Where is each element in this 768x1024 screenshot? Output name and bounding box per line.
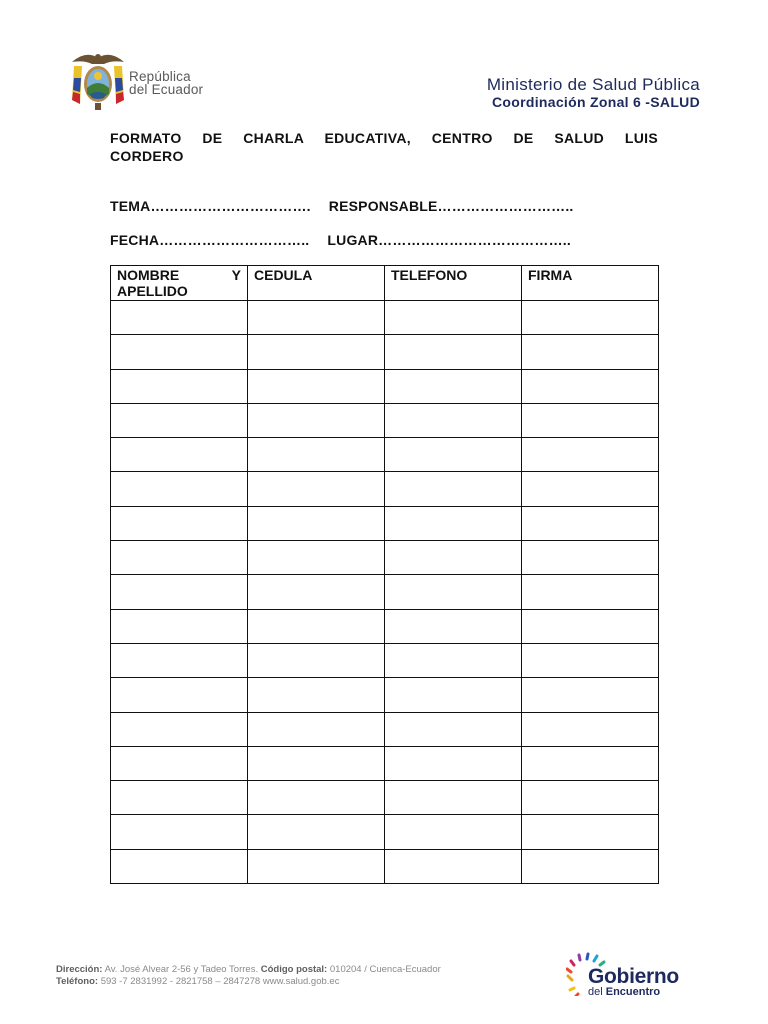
telefono-cell[interactable] <box>385 849 522 883</box>
lugar-field[interactable]: LUGAR………………………………….. <box>327 232 571 248</box>
ministry-heading <box>487 76 700 111</box>
telefono-cell[interactable] <box>385 335 522 369</box>
column-header-nombre: NOMBRE Y APELLIDO <box>111 266 248 301</box>
gobierno-subtitle <box>588 986 660 998</box>
firma-cell[interactable] <box>522 643 659 677</box>
nombre-cell[interactable] <box>111 403 248 437</box>
table-row <box>111 541 659 575</box>
firma-cell[interactable] <box>522 609 659 643</box>
nombre-cell[interactable] <box>111 438 248 472</box>
gobierno-logo <box>566 950 696 1000</box>
gobierno-del: del <box>588 986 603 998</box>
cedula-cell[interactable] <box>248 849 385 883</box>
telefono-cell[interactable] <box>385 678 522 712</box>
telefono-label: Teléfono: <box>56 976 99 987</box>
document-title-line2: CORDERO <box>110 148 184 164</box>
cedula-cell[interactable] <box>248 643 385 677</box>
direccion-label: Dirección: <box>56 964 103 975</box>
cedula-cell[interactable] <box>248 815 385 849</box>
coat-of-arms-icon <box>68 48 128 112</box>
cedula-cell[interactable] <box>248 472 385 506</box>
cedula-cell[interactable] <box>248 438 385 472</box>
codigo-value: 010204 / Cuenca-Ecuador <box>329 964 441 975</box>
firma-cell[interactable] <box>522 369 659 403</box>
column-header-telefono: TELEFONO <box>385 266 522 301</box>
table-row <box>111 781 659 815</box>
footer-line1 <box>56 964 441 976</box>
telefono-cell[interactable] <box>385 712 522 746</box>
firma-cell[interactable] <box>522 815 659 849</box>
table-row <box>111 575 659 609</box>
firma-cell[interactable] <box>522 849 659 883</box>
nombre-cell[interactable] <box>111 815 248 849</box>
telefono-cell[interactable] <box>385 301 522 335</box>
nombre-cell[interactable] <box>111 849 248 883</box>
firma-cell[interactable] <box>522 438 659 472</box>
table-row <box>111 438 659 472</box>
table-row <box>111 472 659 506</box>
telefono-cell[interactable] <box>385 609 522 643</box>
republica-line1: República <box>129 69 191 84</box>
table-body <box>111 301 659 884</box>
firma-cell[interactable] <box>522 541 659 575</box>
cedula-cell[interactable] <box>248 609 385 643</box>
footer-address <box>56 964 441 988</box>
telefono-cell[interactable] <box>385 438 522 472</box>
table-row <box>111 335 659 369</box>
cedula-cell[interactable] <box>248 403 385 437</box>
cedula-cell[interactable] <box>248 301 385 335</box>
cedula-cell[interactable] <box>248 781 385 815</box>
codigo-label: Código postal: <box>260 964 328 975</box>
tema-responsable-line <box>110 198 574 214</box>
telefono-cell[interactable] <box>385 575 522 609</box>
firma-cell[interactable] <box>522 575 659 609</box>
ministry-zone: Coordinación Zonal 6 -SALUD <box>492 94 700 110</box>
nombre-cell[interactable] <box>111 643 248 677</box>
nombre-cell[interactable] <box>111 506 248 540</box>
firma-cell[interactable] <box>522 472 659 506</box>
table-row <box>111 369 659 403</box>
firma-cell[interactable] <box>522 746 659 780</box>
fecha-field[interactable]: FECHA………………………….. <box>110 232 310 248</box>
telefono-cell[interactable] <box>385 541 522 575</box>
firma-cell[interactable] <box>522 506 659 540</box>
telefono-cell[interactable] <box>385 403 522 437</box>
republica-logo <box>68 48 218 112</box>
table-row <box>111 609 659 643</box>
footer-line2 <box>56 976 441 988</box>
telefono-cell[interactable] <box>385 815 522 849</box>
telefono-cell[interactable] <box>385 506 522 540</box>
nombre-cell[interactable] <box>111 712 248 746</box>
firma-cell[interactable] <box>522 403 659 437</box>
telefono-cell[interactable] <box>385 369 522 403</box>
cedula-cell[interactable] <box>248 335 385 369</box>
cedula-cell[interactable] <box>248 746 385 780</box>
cedula-cell[interactable] <box>248 712 385 746</box>
nombre-cell[interactable] <box>111 335 248 369</box>
telefono-cell[interactable] <box>385 781 522 815</box>
tema-field[interactable]: TEMA……………………………. <box>110 198 311 214</box>
nombre-cell[interactable] <box>111 678 248 712</box>
table-row <box>111 746 659 780</box>
cedula-cell[interactable] <box>248 541 385 575</box>
cedula-cell[interactable] <box>248 506 385 540</box>
firma-cell[interactable] <box>522 712 659 746</box>
fecha-lugar-line <box>110 232 571 248</box>
nombre-cell[interactable] <box>111 369 248 403</box>
gobierno-word: Gobierno <box>588 965 679 988</box>
direccion-value: Av. José Alvear 2-56 y Tadeo Torres. <box>104 964 259 975</box>
firma-cell[interactable] <box>522 781 659 815</box>
ministry-name: Ministerio de Salud Pública <box>486 75 700 94</box>
nombre-cell[interactable] <box>111 301 248 335</box>
republica-text <box>129 70 203 96</box>
cedula-cell[interactable] <box>248 369 385 403</box>
firma-cell[interactable] <box>522 335 659 369</box>
telefono-cell[interactable] <box>385 643 522 677</box>
table-row <box>111 712 659 746</box>
nombre-cell[interactable] <box>111 472 248 506</box>
nombre-cell[interactable] <box>111 541 248 575</box>
gobierno-encuentro: Encuentro <box>605 986 661 998</box>
document-title-line1: FORMATO DE CHARLA EDUCATIVA, CENTRO DE SALUD LUIS <box>110 130 658 146</box>
telefono-cell[interactable] <box>385 746 522 780</box>
table-row <box>111 403 659 437</box>
column-header-firma: FIRMA <box>522 266 659 301</box>
table-row <box>111 815 659 849</box>
nombre-cell[interactable] <box>111 746 248 780</box>
table-row <box>111 678 659 712</box>
cedula-cell[interactable] <box>248 575 385 609</box>
telefono-cell[interactable] <box>385 472 522 506</box>
table-row <box>111 849 659 883</box>
cedula-cell[interactable] <box>248 678 385 712</box>
telefono-value: 593 -7 2831992 - 2821758 – 2847278 <box>100 976 261 987</box>
responsable-field[interactable]: RESPONSABLE……………………….. <box>328 198 574 214</box>
republica-line2: del Ecuador <box>129 82 204 97</box>
table-row <box>111 506 659 540</box>
firma-cell[interactable] <box>522 301 659 335</box>
table-row <box>111 643 659 677</box>
attendance-table <box>110 265 659 884</box>
nombre-cell[interactable] <box>111 781 248 815</box>
nombre-cell[interactable] <box>111 575 248 609</box>
table-header-row <box>111 266 659 301</box>
nombre-cell[interactable] <box>111 609 248 643</box>
web-link[interactable]: www.salud.gob.ec <box>262 976 340 987</box>
table-row <box>111 301 659 335</box>
firma-cell[interactable] <box>522 678 659 712</box>
column-header-cedula: CEDULA <box>248 266 385 301</box>
